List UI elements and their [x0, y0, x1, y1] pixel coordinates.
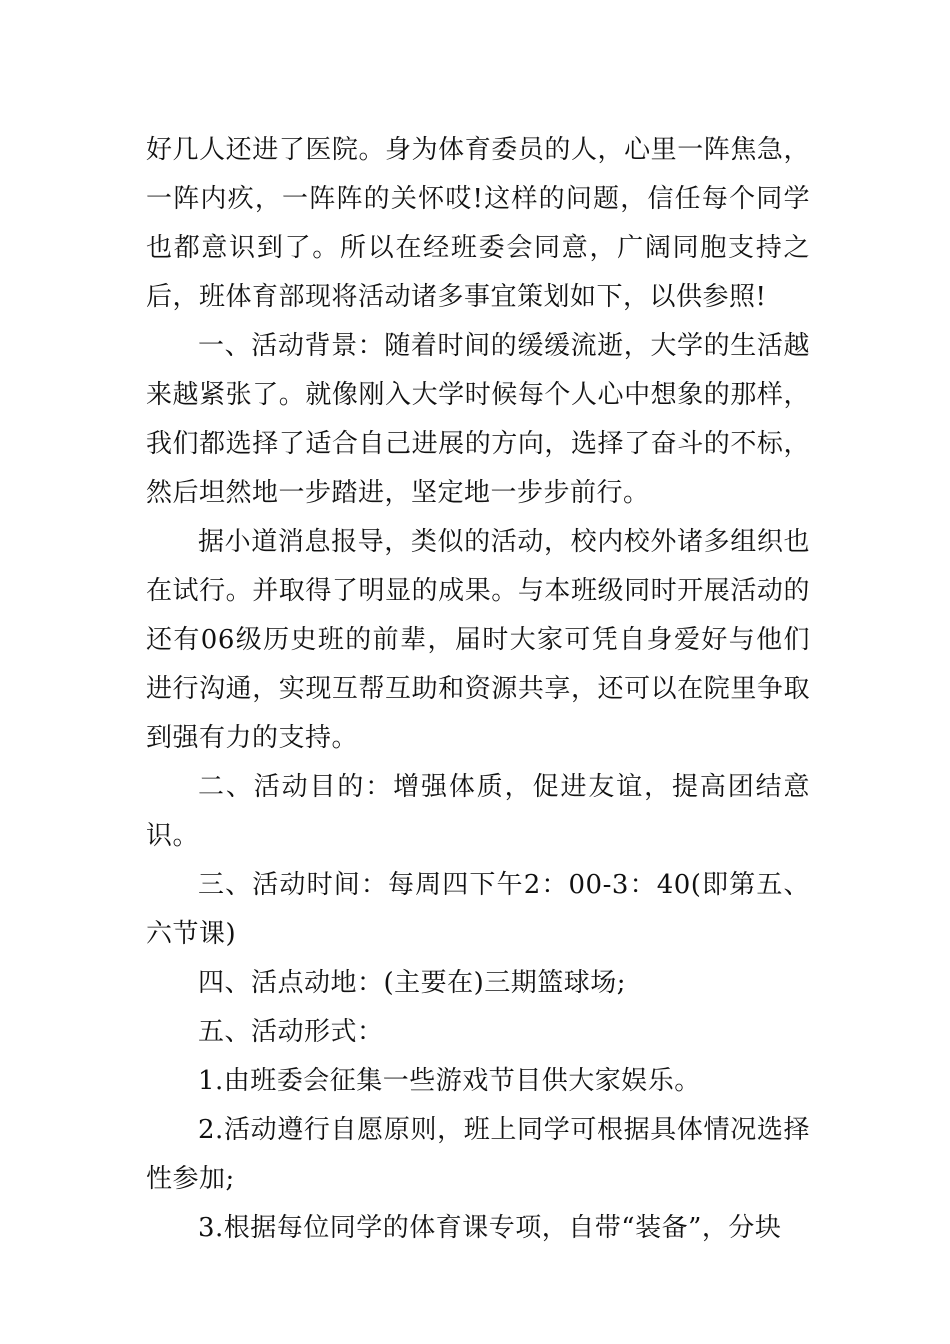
paragraph-format-heading: 五、活动形式： [198, 1017, 384, 1047]
list-item-1: 1.由班委会征集一些游戏节目供大家娱乐。 [198, 1066, 701, 1096]
paragraph-location: 四、活点动地：(主要在)三期篮球场; [198, 968, 627, 998]
document-body [146, 126, 810, 1253]
paragraph-time: 三、活动时间：每周四下午2：00-3：40(即第五、六节课) [146, 870, 810, 949]
paragraph-background: 一、活动背景：随着时间的缓缓流逝，大学的生活越来越紧张了。就像刚入大学时候每个人心中想象的那样，我们都选择了适合自己进展的方向，选择了奋斗的不标，然后坦然地一步踏进，坚定地一步步前行。 [146, 331, 810, 508]
paragraph-intro: 好几人还进了医院。身为体育委员的人，心里一阵焦急，一阵内疚，一阵阵的关怀哎!这样的问题，信任每个同学也都意识到了。所以在经班委会同意，广阔同胞支持之后，班体育部现将活动诸多事宜策划如下，以供参照! [146, 135, 810, 312]
paragraph-report: 据小道消息报导，类似的活动，校内校外诸多组织也在试行。并取得了明显的成果。与本班级同时开展活动的还有06级历史班的前辈，届时大家可凭自身爱好与他们进行沟通，实现互帮互助和资源共享，还可以在院里争取到强有力的支持。 [146, 527, 810, 753]
list-item-2: 2.活动遵行自愿原则，班上同学可根据具体情况选择性参加; [146, 1115, 810, 1194]
list-item-3: 3.根据每位同学的体育课专项，自带“装备”，分块 [198, 1213, 782, 1243]
paragraph-purpose: 二、活动目的：增强体质，促进友谊，提高团结意识。 [146, 772, 810, 851]
